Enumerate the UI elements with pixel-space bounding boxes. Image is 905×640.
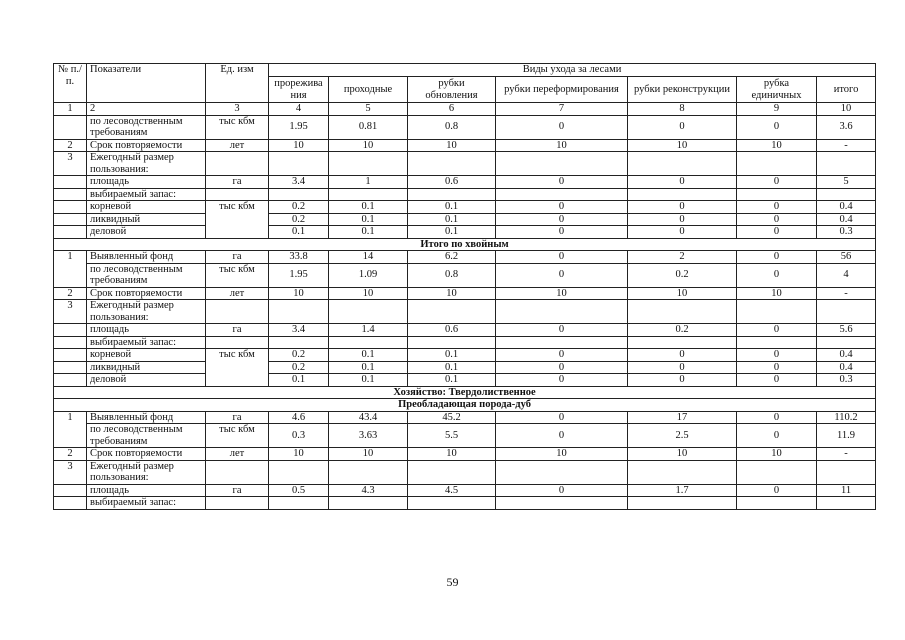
col-number: 6 (408, 103, 496, 116)
row-label: ликвидный (87, 361, 206, 374)
cell-value: 3.4 (269, 176, 329, 189)
cell-value: 2.5 (628, 424, 737, 448)
cell-value: 0.3 (269, 424, 329, 448)
row-label: Выявленный фонд (87, 251, 206, 264)
table-row (54, 188, 876, 201)
cell-value: 0 (496, 213, 628, 226)
cell-value: 1.7 (628, 484, 737, 497)
cell-value: 10 (628, 287, 737, 300)
cell-value: 0.3 (817, 374, 876, 387)
table-row (54, 374, 876, 387)
cell-value: 0.4 (817, 201, 876, 214)
cell-value: 10 (329, 287, 408, 300)
cell-value: - (817, 448, 876, 461)
cell-value: 0 (737, 374, 817, 387)
cell-value: 0 (628, 201, 737, 214)
cell-value: 4.5 (408, 484, 496, 497)
cell-value: 10 (408, 448, 496, 461)
cell-value: 0.4 (817, 349, 876, 362)
row-label: площадь (87, 176, 206, 189)
cell-value: 0 (737, 411, 817, 424)
cell-value: 0 (737, 176, 817, 189)
cell-value: 0 (496, 484, 628, 497)
cell-value: 0.8 (408, 263, 496, 287)
cell-value: 0.8 (408, 115, 496, 139)
table-row (54, 176, 876, 189)
cell-value: 0 (496, 201, 628, 214)
row-label: ликвидный (87, 213, 206, 226)
section-row (54, 386, 876, 399)
row-num: 2 (54, 448, 87, 461)
cell-value: 0 (737, 263, 817, 287)
cell-value: 0 (737, 201, 817, 214)
row-num: 2 (54, 139, 87, 152)
row-label: Выявленный фонд (87, 411, 206, 424)
cell-value: 0 (737, 115, 817, 139)
cell-value: 6.2 (408, 251, 496, 264)
table-row (54, 448, 876, 461)
cell-value: 5.6 (817, 324, 876, 337)
cell-value: 0.1 (408, 226, 496, 239)
cell-value: 0 (496, 251, 628, 264)
table-row (54, 424, 876, 448)
cell-value: 4.6 (269, 411, 329, 424)
row-label: выбираемый запас: (87, 497, 206, 510)
cell-value: 4.3 (329, 484, 408, 497)
cell-value: 10 (737, 139, 817, 152)
cell-value: - (817, 139, 876, 152)
cell-value: 10 (269, 448, 329, 461)
cell-value: 0.1 (329, 374, 408, 387)
cell-value: 0.2 (269, 361, 329, 374)
cell-value: 10 (628, 448, 737, 461)
row-num: 3 (54, 460, 87, 484)
cell-value: 1.95 (269, 263, 329, 287)
header-col: рубки переформирования (496, 77, 628, 103)
cell-value: 110.2 (817, 411, 876, 424)
header-unit: Ед. изм (206, 64, 269, 103)
row-label: по лесоводственным требованиям (87, 424, 206, 448)
header-num: № п./п. (54, 64, 87, 103)
row-label: Срок повторяемости (87, 287, 206, 300)
row-num: 1 (54, 411, 87, 448)
table-row (54, 484, 876, 497)
cell-value: 0 (496, 411, 628, 424)
col-number: 7 (496, 103, 628, 116)
cell-value: 11 (817, 484, 876, 497)
cell-value: 0 (628, 349, 737, 362)
cell-value: 0.1 (408, 374, 496, 387)
row-label: Срок повторяемости (87, 448, 206, 461)
section-total-title: Итого по хвойным (54, 238, 876, 251)
cell-value: 0.1 (269, 374, 329, 387)
row-label: корневой (87, 201, 206, 214)
section-row (54, 238, 876, 251)
table-row (54, 411, 876, 424)
cell-value: 0.1 (329, 201, 408, 214)
row-label: по лесоводственным требованиям (87, 263, 206, 287)
cell-value: 43.4 (329, 411, 408, 424)
cell-value: 5.5 (408, 424, 496, 448)
table-row (54, 139, 876, 152)
cell-value: 3.6 (817, 115, 876, 139)
table-row (54, 361, 876, 374)
cell-value: 10 (408, 139, 496, 152)
cell-value: 0 (496, 263, 628, 287)
cell-value: 0.1 (408, 361, 496, 374)
col-number: 9 (737, 103, 817, 116)
cell-value: 10 (496, 287, 628, 300)
cell-value: 0 (496, 424, 628, 448)
cell-value: 0.81 (329, 115, 408, 139)
cell-value: 0.6 (408, 176, 496, 189)
cell-value: 0.5 (269, 484, 329, 497)
header-col: проходные (329, 77, 408, 103)
cell-value: 10 (408, 287, 496, 300)
row-label: Ежегодный размер пользования: (87, 460, 206, 484)
cell-value: 3.4 (269, 324, 329, 337)
table-row (54, 251, 876, 264)
row-label: деловой (87, 374, 206, 387)
cell-value: 56 (817, 251, 876, 264)
cell-value: 0.2 (269, 201, 329, 214)
cell-value: 0.1 (329, 349, 408, 362)
row-label: Ежегодный размер пользования: (87, 300, 206, 324)
table-row (54, 460, 876, 484)
cell-value: 0 (737, 484, 817, 497)
header-col: рубка единичных (737, 77, 817, 103)
table-row (54, 287, 876, 300)
cell-value: 0.2 (269, 349, 329, 362)
cell-value: 11.9 (817, 424, 876, 448)
row-unit: га (206, 484, 269, 497)
row-label: Ежегодный размер пользования: (87, 152, 206, 176)
cell-value: 0 (628, 374, 737, 387)
row-unit: га (206, 176, 269, 189)
cell-value: 33.8 (269, 251, 329, 264)
section-hoz-title: Хозяйство: Твердолиственное (54, 386, 876, 399)
col-number: 8 (628, 103, 737, 116)
row-num: 1 (54, 251, 87, 288)
header-col: рубки обновления (408, 77, 496, 103)
cell-value: 0 (628, 115, 737, 139)
cell-value: 10 (329, 448, 408, 461)
row-unit: га (206, 324, 269, 337)
cell-value: 10 (269, 139, 329, 152)
cell-value: 0 (628, 361, 737, 374)
row-label: площадь (87, 324, 206, 337)
cell-value: 0.1 (269, 226, 329, 239)
cell-value: - (817, 287, 876, 300)
col-number: 10 (817, 103, 876, 116)
cell-value: 5 (817, 176, 876, 189)
row-num: 3 (54, 152, 87, 176)
table-row (54, 152, 876, 176)
header-types-title: Виды ухода за лесами (269, 64, 876, 77)
cell-value: 0.1 (408, 213, 496, 226)
cell-value: 10 (737, 448, 817, 461)
table-row (54, 263, 876, 287)
row-label: корневой (87, 349, 206, 362)
cell-value: 0 (737, 251, 817, 264)
section-row (54, 399, 876, 412)
cell-value: 0 (628, 176, 737, 189)
cell-value: 0 (737, 213, 817, 226)
page-number: 59 (446, 575, 459, 589)
section-poroda-title: Преобладающая порода-дуб (54, 399, 876, 412)
row-unit: га (206, 411, 269, 424)
cell-value: 0.2 (628, 263, 737, 287)
cell-value: 1.95 (269, 115, 329, 139)
cell-value: 17 (628, 411, 737, 424)
cell-value: 0 (628, 226, 737, 239)
cell-value: 0 (496, 361, 628, 374)
row-unit: га (206, 251, 269, 264)
cell-value: 1.4 (329, 324, 408, 337)
table-row (54, 226, 876, 239)
cell-value: 0.1 (408, 201, 496, 214)
header-col: рубки реконструкции (628, 77, 737, 103)
cell-value: 0 (496, 226, 628, 239)
cell-value: 10 (496, 139, 628, 152)
cell-value: 0.6 (408, 324, 496, 337)
cell-value: 10 (269, 287, 329, 300)
table-row (54, 497, 876, 510)
cell-value: 0 (496, 349, 628, 362)
row-label: деловой (87, 226, 206, 239)
column-numbers-row (54, 103, 876, 116)
cell-value: 0.4 (817, 361, 876, 374)
forest-care-table (53, 63, 876, 510)
cell-value: 10 (329, 139, 408, 152)
cell-value: 0.2 (628, 324, 737, 337)
table-row (54, 213, 876, 226)
cell-value: 0.2 (269, 213, 329, 226)
cell-value: 1 (329, 176, 408, 189)
row-unit: лет (206, 287, 269, 300)
cell-value: 0.3 (817, 226, 876, 239)
col-number: 4 (269, 103, 329, 116)
cell-value: 2 (628, 251, 737, 264)
col-number: 2 (87, 103, 206, 116)
row-unit: тыс кбм (206, 424, 269, 448)
cell-value: 0 (737, 324, 817, 337)
cell-value: 0 (496, 374, 628, 387)
cell-value: 0 (737, 361, 817, 374)
cell-value: 45.2 (408, 411, 496, 424)
row-label: площадь (87, 484, 206, 497)
header-col: прорежива ния (269, 77, 329, 103)
row-label: выбираемый запас: (87, 336, 206, 349)
row-num: 2 (54, 287, 87, 300)
row-unit: тыс кбм (206, 201, 269, 239)
table-row (54, 324, 876, 337)
cell-value: 0.1 (408, 349, 496, 362)
header-col: итого (817, 77, 876, 103)
row-unit: лет (206, 448, 269, 461)
row-label: по лесоводственным требованиям (87, 115, 206, 139)
header-row-1 (54, 64, 876, 77)
header-indicators: Показатели (87, 64, 206, 103)
row-unit: тыс кбм (206, 263, 269, 287)
cell-value: 0.1 (329, 361, 408, 374)
row-unit: лет (206, 139, 269, 152)
cell-value: 0 (737, 226, 817, 239)
table-row (54, 349, 876, 362)
cell-value: 0 (737, 424, 817, 448)
cell-value: 3.63 (329, 424, 408, 448)
row-label: выбираемый запас: (87, 188, 206, 201)
cell-value: 0.4 (817, 213, 876, 226)
cell-value: 4 (817, 263, 876, 287)
row-unit: тыс кбм (206, 349, 269, 387)
cell-value: 10 (628, 139, 737, 152)
cell-value: 0 (496, 176, 628, 189)
table-row (54, 115, 876, 139)
cell-value: 0 (628, 213, 737, 226)
col-number: 5 (329, 103, 408, 116)
table-row (54, 336, 876, 349)
col-number: 1 (54, 103, 87, 116)
cell-value: 0 (496, 115, 628, 139)
row-unit: тыс кбм (206, 115, 269, 139)
row-num: 3 (54, 300, 87, 324)
cell-value: 0.1 (329, 226, 408, 239)
cell-value: 10 (737, 287, 817, 300)
cell-value: 0 (737, 349, 817, 362)
table-row (54, 300, 876, 324)
cell-value: 0 (496, 324, 628, 337)
col-number: 3 (206, 103, 269, 116)
cell-value: 14 (329, 251, 408, 264)
cell-value: 10 (496, 448, 628, 461)
table-row (54, 201, 876, 214)
cell-value: 1.09 (329, 263, 408, 287)
cell-value: 0.1 (329, 213, 408, 226)
row-label: Срок повторяемости (87, 139, 206, 152)
